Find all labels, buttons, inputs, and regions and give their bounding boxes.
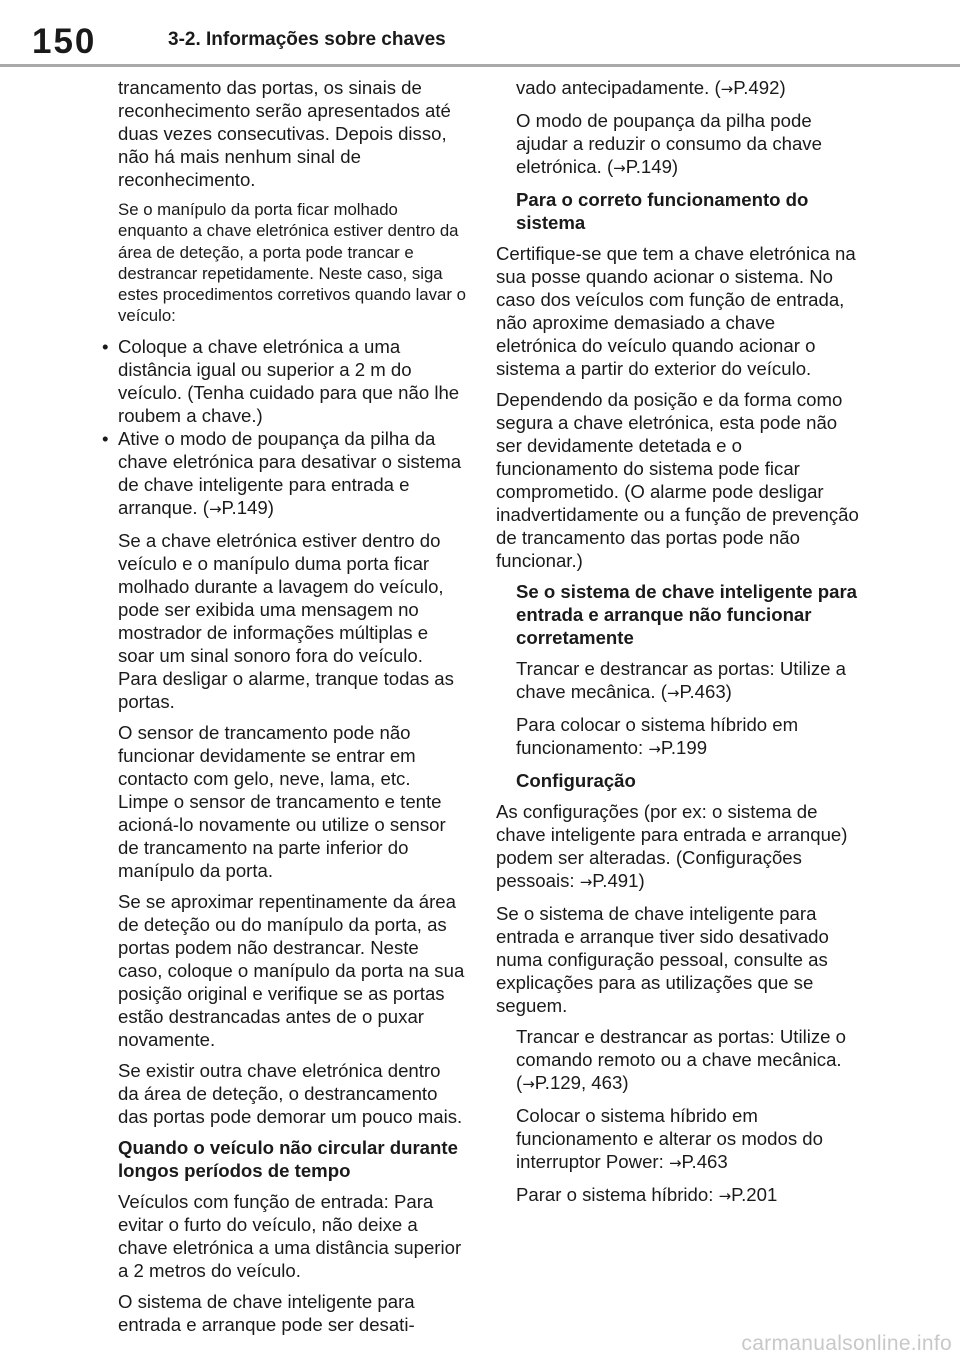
arrow-right-icon: →	[648, 740, 661, 758]
page-reference-link[interactable]: P.492)	[733, 77, 786, 98]
paragraph-sudden-approach: Se se aproximar repentinamente da área de deteção ou do manípulo da porta, as portas podem não destrancar. Neste caso, coloque o manípulo da porta na sua posição original e verifique se as portas estão destrancadas antes de o puxar novamente.	[118, 890, 465, 1050]
header-divider	[0, 64, 960, 67]
heading-correct-operation: Para o correto funcionamento do sistema	[516, 189, 809, 233]
page-reference-link[interactable]: P.491)	[592, 870, 645, 891]
paragraph-start-hybrid: Para colocar o sistema híbrido em funcionamento: →P.199	[516, 714, 799, 758]
heading-not-working: Se o sistema de chave inteligente para entrada e arranque não funcionar corretamente	[516, 581, 858, 648]
paragraph-entry-function: Veículos com função de entrada: Para evitar o furto do veículo, não deixe a chave eletrónica a uma distância superior a 2 metros do veículo.	[118, 1190, 462, 1281]
paragraph-power-switch: Colocar o sistema híbrido em funcionamento e alterar os modos do interruptor Power: →P.463	[516, 1105, 823, 1172]
paragraph-deactivate: O sistema de chave inteligente para entrada e arranque pode ser desati-	[118, 1290, 415, 1335]
page-reference-link[interactable]: P.149)	[221, 496, 274, 518]
paragraph-carry-key: Certifique-se que tem a chave eletrónica na sua posse quando acionar o sistema. No caso dos veículos com função de entrada, não aproxime demasiado a chave eletrónica do veículo quando acionar o sistema a partir do exterior do veículo.	[496, 243, 856, 379]
page-header	[0, 0, 960, 70]
arrow-right-icon: →	[666, 684, 680, 702]
paragraph-disabled-system: Se o sistema de chave inteligente para entrada e arranque tiver sido desativado numa configuração pessoal, consulte as explicações para as utilizações que se seguem.	[496, 903, 829, 1016]
paragraph-stop-hybrid: Parar o sistema híbrido: →P.201	[516, 1184, 778, 1205]
paragraph-wet-handle: Se o manípulo da porta ficar molhado enquanto a chave eletrónica estiver dentro da área de deteção, a porta pode trancar e destrancar repetidamente. Neste caso, siga estes procedimentos corretivos quando lavar o veículo:	[118, 200, 466, 326]
paragraph-lock-signals: trancamento das portas, os sinais de reconhecimento serão apresentados até duas vezes consecutivas. Depois disso, não há mais nenhum sinal de reconhecimento.	[118, 77, 451, 190]
arrow-right-icon: →	[718, 1187, 732, 1205]
arrow-right-icon: →	[579, 873, 593, 891]
paragraph-other-key: Se existir outra chave eletrónica dentro da área de deteção, o destrancamento das portas pode demorar um pouco mais.	[118, 1059, 463, 1127]
arrow-right-icon: →	[720, 80, 734, 98]
heading-long-periods: Quando o veículo não circular durante longos períodos de tempo	[118, 1136, 458, 1181]
paragraph-battery-saving: O modo de poupança da pilha pode ajudar a reduzir o consumo da chave eletrónica. (→P.149)	[516, 110, 822, 177]
paragraph-deactivate-cont: vado antecipadamente. (→P.492)	[516, 77, 786, 98]
washing-procedures-list	[100, 335, 466, 521]
right-column	[496, 76, 860, 1216]
page-reference-link[interactable]: P.149)	[625, 156, 679, 177]
watermark: carmanualsonline.info	[741, 1332, 952, 1355]
paragraph-mechanical-key: Trancar e destrancar as portas: Utilize a chave mecânica. (→P.463)	[516, 658, 847, 702]
page-reference-link[interactable]: P.201	[731, 1184, 778, 1205]
arrow-right-icon: →	[668, 1154, 682, 1172]
arrow-right-icon: →	[208, 499, 222, 518]
page-reference-link[interactable]: P.199	[660, 737, 708, 758]
page-reference-link[interactable]: P.463	[681, 1151, 728, 1172]
heading-configuration: Configuração	[516, 770, 636, 791]
page-reference-link[interactable]: P.129, 463)	[534, 1072, 629, 1093]
paragraph-remote-control: Trancar e destrancar as portas: Utilize o comando remoto ou a chave mecânica. (→P.129, 463)	[516, 1026, 847, 1093]
list-item: • Coloque a chave eletrónica a uma distância igual ou superior a 2 m do veículo. (Tenha cuidado para que não lhe roubem a chave.)	[100, 335, 466, 427]
paragraph-settings: As configurações (por ex: o sistema de chave inteligente para entrada e arranque) podem ser alteradas. (Configurações pessoais: →P.491)	[496, 801, 848, 891]
page-number: 150	[32, 22, 97, 61]
paragraph-key-position: Dependendo da posição e da forma como segura a chave eletrónica, esta pode não ser devidamente detetada e o funcionamento do sistema pode ficar comprometido. (O alarme pode desligar inadvertidamente ou a função de prevenção de trancamento das portas pode não funcionar.)	[496, 389, 859, 571]
arrow-right-icon: →	[613, 159, 626, 177]
paragraph-wash-alarm: Se a chave eletrónica estiver dentro do veículo e o manípulo duma porta ficar molhado durante a lavagem do veículo, pode ser exibida uma mensagem no mostrador de informações múltiplas e soar um sinal sonoro fora do veículo. Para desligar o alarme, tranque todas as portas.	[118, 529, 454, 712]
paragraph-lock-sensor: O sensor de trancamento pode não funcionar devidamente se entrar em contacto com gelo, neve, lama, etc. Limpe o sensor de trancamento e tente acioná-lo novamente ou utilize o sensor de trancamento na parte inferior do manípulo da porta.	[118, 721, 446, 881]
section-title: 3-2. Informações sobre chaves	[168, 29, 446, 50]
arrow-right-icon: →	[522, 1075, 535, 1093]
page-reference-link[interactable]: P.463)	[679, 681, 732, 702]
left-column	[100, 76, 466, 1344]
list-item: • Ative o modo de poupança da pilha da chave eletrónica para desativar o sistema de chave inteligente para entrada e arranque. (→P.149)	[100, 427, 466, 521]
